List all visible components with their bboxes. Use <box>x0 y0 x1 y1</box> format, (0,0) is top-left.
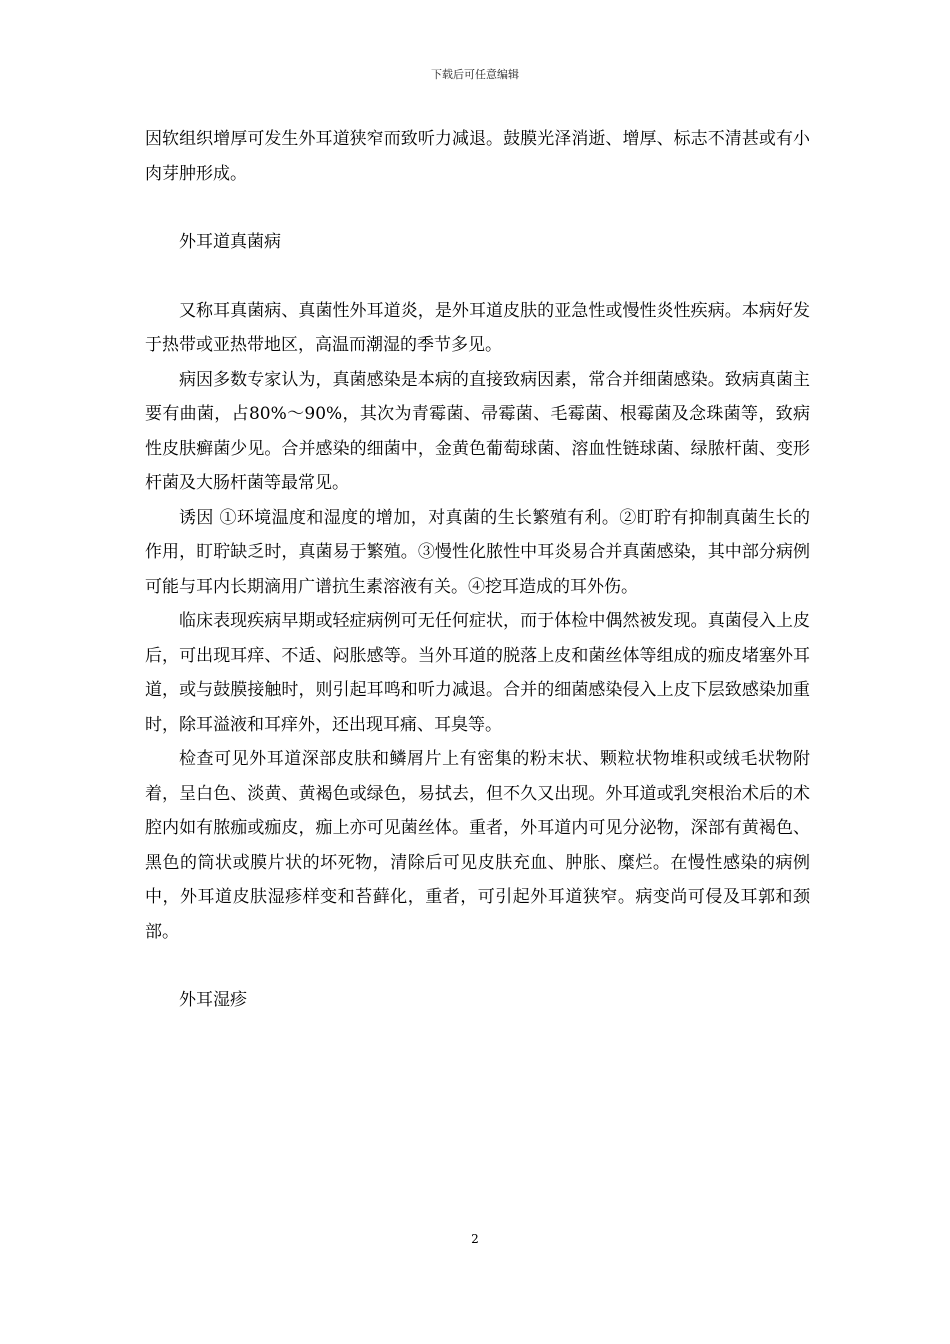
spacer <box>145 260 810 294</box>
page-header: 下载后可任意编辑 <box>431 68 519 81</box>
spacer <box>145 949 810 983</box>
page-number: 2 <box>471 1232 479 1246</box>
spacer <box>145 191 810 225</box>
body-paragraph: 病因多数专家认为，真菌感染是本病的直接致病因素，常合并细菌感染。致病真菌主要有曲菌，占80%～90%，其次为青霉菌、帚霉菌、毛霉菌、根霉菌及念珠菌等，致病性皮肤癣菌少见。合并感染的细菌中，金黄色葡萄球菌、溶血性链球菌、绿脓杆菌、变形杆菌及大肠杆菌等最常见。 <box>145 369 810 493</box>
body-paragraph: 因软组织增厚可发生外耳道狭窄而致听力减退。鼓膜光泽消逝、增厚、标志不清甚或有小肉芽肿形成。 <box>145 129 810 184</box>
section-heading: 外耳湿疹 <box>179 990 247 1010</box>
body-paragraph: 检查可见外耳道深部皮肤和鳞屑片上有密集的粉末状、颗粒状物堆积或绒毛状物附着，呈白色、淡黄、黄褐色或绿色，易拭去，但不久又出现。外耳道或乳突根治术后的术腔内如有脓痂或痂皮，痂上亦可见菌丝体。重者，外耳道内可见分泌物，深部有黄褐色、黑色的筒状或膜片状的坏死物，清除后可见皮肤充血、肿胀、糜烂。在慢性感染的病例中，外耳道皮肤湿疹样变和苔藓化，重者，可引起外耳道狭窄。病变尚可侵及耳郭和颈部。 <box>145 749 810 942</box>
body-paragraph: 诱因 ①环境温度和湿度的增加，对真菌的生长繁殖有利。②盯聍有抑制真菌生长的作用，盯聍缺乏时，真菌易于繁殖。③慢性化脓性中耳炎易合并真菌感染，其中部分病例可能与耳内长期滴用广谱抗生素溶液有关。④挖耳造成的耳外伤。 <box>145 507 810 597</box>
body-paragraph: 又称耳真菌病、真菌性外耳道炎，是外耳道皮肤的亚急性或慢性炎性疾病。本病好发于热带或亚热带地区，高温而潮湿的季节多见。 <box>145 300 810 355</box>
document-body <box>145 122 810 1018</box>
body-paragraph: 临床表现疾病早期或轻症病例可无任何症状，而于体检中偶然被发现。真菌侵入上皮后，可出现耳痒、不适、闷胀感等。当外耳道的脱落上皮和菌丝体等组成的痂皮堵塞外耳道，或与鼓膜接触时，则引起耳鸣和听力减退。合并的细菌感染侵入上皮下层致感染加重时，除耳溢液和耳痒外，还出现耳痛、耳臭等。 <box>145 611 810 735</box>
section-heading: 外耳道真菌病 <box>179 232 281 252</box>
